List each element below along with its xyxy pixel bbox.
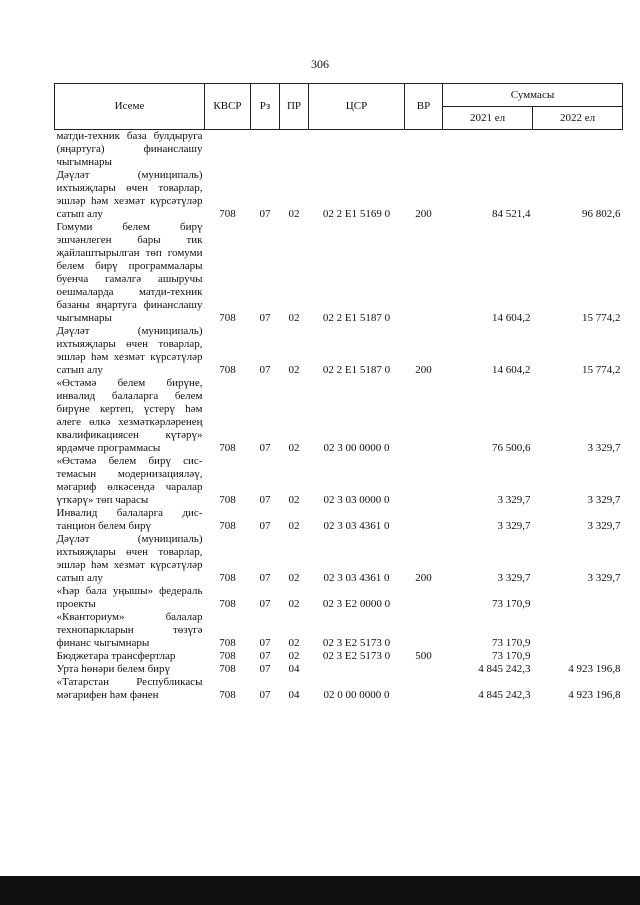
row-sum-2022: 15 774,2 (582, 312, 621, 324)
row-name: матди-техник база булдыруга (яңартуга) финанслашу чыгымнары (56, 130, 203, 168)
row-csr: 02 3 E2 5173 0 (322, 637, 391, 649)
row-sum-2022: 3 329,7 (587, 572, 621, 584)
row-vr (405, 676, 443, 702)
row-sum-2021: 73 170,9 (492, 637, 531, 649)
table-body (55, 130, 623, 703)
row-pr: 04 (288, 689, 300, 701)
row-name: «Кванториум» балалар технопаркларын төзүгә финанс чыгымнары (56, 611, 203, 649)
row-csr (309, 130, 405, 170)
row-sum-2021 (443, 130, 533, 170)
row-kvsr: 708 (219, 650, 236, 662)
row-kvsr: 708 (219, 663, 236, 675)
row-vr (405, 663, 443, 676)
row-sum-2021: 4 845 242,3 (478, 663, 531, 675)
row-vr (405, 585, 443, 611)
header-kvsr: КВСР (205, 84, 251, 130)
row-rz: 07 (259, 312, 271, 324)
row-pr: 02 (288, 208, 300, 220)
table-row (55, 585, 623, 611)
row-vr: 200 (415, 572, 432, 584)
row-sum-2022: 96 802,6 (582, 208, 621, 220)
row-sum-2022 (533, 650, 623, 663)
scan-bottom-edge (0, 876, 640, 905)
row-pr: 02 (288, 312, 300, 324)
row-rz: 07 (259, 364, 271, 376)
row-sum-2021: 3 329,7 (497, 572, 531, 584)
row-sum-2021: 4 845 242,3 (478, 689, 531, 701)
header-year-2022: 2022 ел (533, 107, 623, 130)
row-pr: 02 (288, 572, 300, 584)
row-sum-2022 (533, 130, 623, 170)
header-rz: Рз (251, 84, 280, 130)
row-name: Дәүләт (муниципаль) ихтыяҗлары өчен товарлар, эшләр һәм хезмәт күрсәтүләр сатып алу (56, 533, 203, 584)
row-rz: 07 (259, 208, 271, 220)
row-sum-2021: 73 170,9 (492, 650, 531, 662)
row-vr (405, 611, 443, 650)
row-kvsr: 708 (219, 442, 236, 454)
row-pr: 02 (288, 637, 300, 649)
row-pr: 02 (288, 494, 300, 506)
row-csr: 02 3 03 4361 0 (323, 520, 390, 532)
row-csr: 02 3 E2 5173 0 (322, 650, 391, 662)
row-rz: 07 (259, 689, 271, 701)
row-kvsr: 708 (219, 312, 236, 324)
table-row (55, 169, 623, 221)
row-rz: 07 (259, 663, 271, 675)
header-pr: ПР (280, 84, 309, 130)
page-number: 306 (311, 57, 329, 71)
row-rz: 07 (259, 520, 271, 532)
row-name: «Өстәмә белем бирүне, инвалид балаларга белем бирүне кертеп, үстерү һәм әлеге өлкә хезмәткәрләренең квалификациясен күтәрү» ярдәмче программасы (56, 377, 203, 454)
table-row (55, 507, 623, 533)
row-vr: 200 (415, 208, 432, 220)
row-name: «Һәр бала уңышы» федераль проекты (56, 585, 203, 610)
row-sum-2021: 3 329,7 (497, 494, 531, 506)
table-row (55, 611, 623, 650)
row-rz: 07 (259, 572, 271, 584)
table-row (55, 676, 623, 702)
row-pr: 02 (288, 364, 300, 376)
header-vr: ВР (405, 84, 443, 130)
row-kvsr: 708 (219, 494, 236, 506)
row-vr (405, 507, 443, 533)
header-year-2021: 2021 ел (443, 107, 533, 130)
row-sum-2022: 3 329,7 (587, 494, 621, 506)
row-pr: 02 (288, 650, 300, 662)
row-rz: 07 (259, 637, 271, 649)
row-sum-2022: 3 329,7 (587, 520, 621, 532)
row-kvsr: 708 (219, 520, 236, 532)
table-row (55, 221, 623, 325)
table-row (55, 663, 623, 676)
row-name: Гомуми белем бирү эшчәнлеген бары тик җайлаштырылган төп гомуми белем бирү программалары буенча гамәлгә ашыручы оешмаларда матди-техник базаны яңартуга финанслашу чыгымнары (56, 221, 203, 324)
header-sums: Суммасы (443, 84, 623, 107)
header-name: Исеме (55, 84, 205, 130)
row-sum-2022: 15 774,2 (582, 364, 621, 376)
row-vr (405, 221, 443, 325)
table-row (55, 455, 623, 507)
row-kvsr: 708 (219, 637, 236, 649)
row-kvsr: 708 (219, 598, 236, 610)
row-rz: 07 (259, 494, 271, 506)
row-name: Бюджетара трансфертлар (56, 650, 176, 662)
table-row (55, 533, 623, 585)
row-csr: 02 2 E1 5187 0 (322, 312, 391, 324)
row-kvsr: 708 (219, 364, 236, 376)
row-csr: 02 2 E1 5169 0 (322, 208, 391, 220)
table-row (55, 325, 623, 377)
row-pr: 02 (288, 442, 300, 454)
row-csr: 02 0 00 0000 0 (323, 689, 390, 701)
row-rz: 07 (259, 598, 271, 610)
row-sum-2022 (533, 611, 623, 650)
row-name: «Татарстан Республикасы мәгарифен һәм фәнен (56, 676, 203, 701)
row-csr: 02 2 E1 5187 0 (322, 364, 391, 376)
row-vr: 500 (415, 650, 432, 662)
row-kvsr: 708 (219, 208, 236, 220)
row-sum-2022: 4 923 196,8 (568, 689, 621, 701)
row-name: Дәүләт (муниципаль) ихтыяҗлары өчен товарлар, эшләр һәм хезмәт күрсәтүләр сатып алу (56, 325, 203, 376)
row-csr (309, 663, 405, 676)
row-sum-2022 (533, 585, 623, 611)
row-sum-2021: 14 604,2 (492, 364, 531, 376)
row-name: «Өстәмә белем бирү системасын модернизацияләү, мәгариф өлкәсендә чаралар үткәрү» төп чарасы (56, 455, 203, 506)
row-pr: 04 (288, 663, 300, 675)
row-name: Урта һөнәри белем бирү (56, 663, 171, 675)
row-rz (251, 130, 280, 170)
row-csr: 02 3 03 4361 0 (323, 572, 390, 584)
row-sum-2021: 73 170,9 (492, 598, 531, 610)
row-sum-2021: 76 500,6 (492, 442, 531, 454)
table-row (55, 377, 623, 455)
row-csr: 02 3 00 0000 0 (323, 442, 390, 454)
row-name: Инвалид балаларга дистанцион белем бирү (56, 507, 203, 532)
row-vr (405, 130, 443, 170)
budget-table (54, 83, 623, 702)
row-kvsr: 708 (219, 689, 236, 701)
row-pr: 02 (288, 598, 300, 610)
row-csr: 02 3 E2 0000 0 (322, 598, 391, 610)
row-kvsr (205, 130, 251, 170)
row-sum-2022: 3 329,7 (587, 442, 621, 454)
row-csr: 02 3 03 0000 0 (323, 494, 390, 506)
table-row (55, 650, 623, 663)
row-vr (405, 455, 443, 507)
row-sum-2022: 4 923 196,8 (568, 663, 621, 675)
row-kvsr: 708 (219, 572, 236, 584)
row-rz: 07 (259, 442, 271, 454)
table-row (55, 130, 623, 170)
row-pr: 02 (288, 520, 300, 532)
row-vr: 200 (415, 364, 432, 376)
header-csr: ЦСР (309, 84, 405, 130)
row-vr (405, 377, 443, 455)
row-name: Дәүләт (муниципаль) ихтыяҗлары өчен товарлар, эшләр һәм хезмәт күрсәтүләр сатып алу (56, 169, 203, 220)
row-sum-2021: 14 604,2 (492, 312, 531, 324)
row-pr (280, 130, 309, 170)
row-sum-2021: 3 329,7 (497, 520, 531, 532)
row-sum-2021: 84 521,4 (492, 208, 531, 220)
row-rz: 07 (259, 650, 271, 662)
